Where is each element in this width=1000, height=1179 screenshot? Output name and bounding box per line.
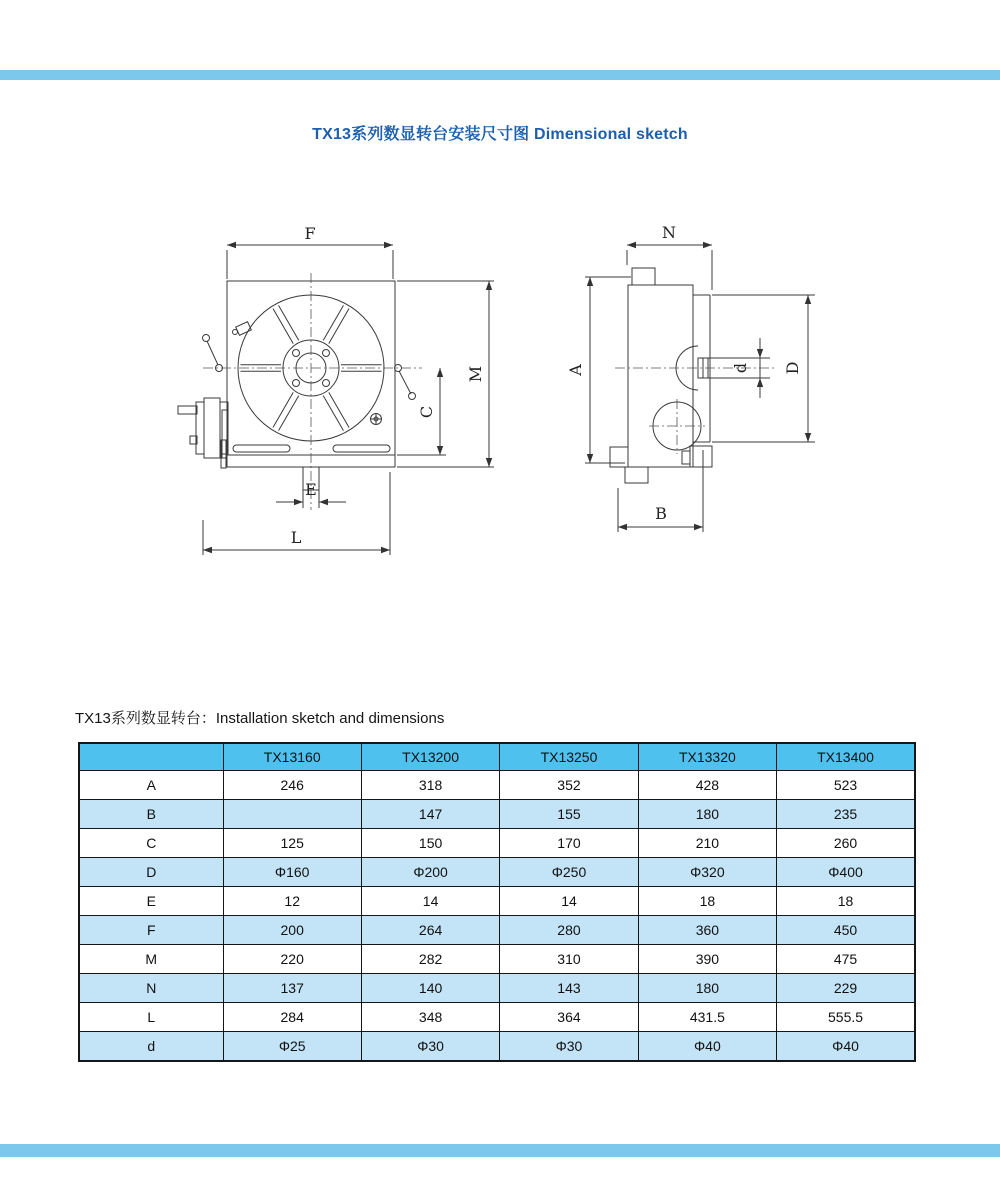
table-row-E bbox=[79, 887, 915, 916]
dimension-cell: Φ30 bbox=[361, 1032, 499, 1062]
dimension-cell: 264 bbox=[361, 916, 499, 945]
hub-bolt bbox=[323, 350, 330, 357]
dimension-cell: 150 bbox=[361, 829, 499, 858]
table-row-C bbox=[79, 829, 915, 858]
table-row-M bbox=[79, 945, 915, 974]
dimension-cell: 170 bbox=[500, 829, 638, 858]
clamp-bolt bbox=[370, 413, 382, 425]
dimension-cell: 229 bbox=[777, 974, 915, 1003]
dimension-cell: 147 bbox=[361, 800, 499, 829]
dimension-cell bbox=[223, 800, 361, 829]
dimension-cell: 210 bbox=[638, 829, 776, 858]
dimension-table-body bbox=[79, 771, 915, 1062]
dimension-cell: 235 bbox=[777, 800, 915, 829]
table-row-B bbox=[79, 800, 915, 829]
corner-header-cell bbox=[79, 743, 223, 771]
dimension-cell: 180 bbox=[638, 974, 776, 1003]
dim-label-N: N bbox=[662, 223, 676, 242]
row-label-B: B bbox=[79, 800, 223, 829]
dimension-cell: 390 bbox=[638, 945, 776, 974]
dimension-cell: 125 bbox=[223, 829, 361, 858]
bottom-left-clamp bbox=[610, 447, 628, 467]
dimension-cell: 428 bbox=[638, 771, 776, 800]
base-slot-right bbox=[333, 445, 390, 452]
column-header-TX13400: TX13400 bbox=[777, 743, 915, 771]
row-label-d: d bbox=[79, 1032, 223, 1062]
dim-N bbox=[627, 223, 712, 290]
dim-A bbox=[566, 277, 631, 463]
table-row-N bbox=[79, 974, 915, 1003]
row-label-N: N bbox=[79, 974, 223, 1003]
dim-L bbox=[203, 472, 390, 555]
dimension-cell: 140 bbox=[361, 974, 499, 1003]
dim-label-A: A bbox=[566, 364, 585, 376]
row-label-A: A bbox=[79, 771, 223, 800]
dimension-cell: 352 bbox=[500, 771, 638, 800]
handwheel-assembly bbox=[178, 398, 228, 468]
dimension-cell: 555.5 bbox=[777, 1003, 915, 1032]
dimension-cell: 284 bbox=[223, 1003, 361, 1032]
dim-D bbox=[712, 295, 815, 442]
table-row-L bbox=[79, 1003, 915, 1032]
dimension-cell: 220 bbox=[223, 945, 361, 974]
dimension-cell: Φ250 bbox=[500, 858, 638, 887]
column-header-TX13200: TX13200 bbox=[361, 743, 499, 771]
dimension-cell: 280 bbox=[500, 916, 638, 945]
dimension-cell: 12 bbox=[223, 887, 361, 916]
dimension-cell: 260 bbox=[777, 829, 915, 858]
dim-label-d: d bbox=[731, 362, 750, 374]
row-label-L: L bbox=[79, 1003, 223, 1032]
dimension-cell: Φ30 bbox=[500, 1032, 638, 1062]
dim-M bbox=[397, 281, 494, 467]
dimension-cell: Φ200 bbox=[361, 858, 499, 887]
column-header-TX13250: TX13250 bbox=[500, 743, 638, 771]
hub-bolt bbox=[293, 380, 300, 387]
table-row-A bbox=[79, 771, 915, 800]
dimension-cell: 450 bbox=[777, 916, 915, 945]
row-label-E: E bbox=[79, 887, 223, 916]
dimension-cell: 360 bbox=[638, 916, 776, 945]
dimension-cell: 155 bbox=[500, 800, 638, 829]
dim-label-L: L bbox=[290, 528, 302, 547]
dimension-cell: 475 bbox=[777, 945, 915, 974]
dimension-cell: 310 bbox=[500, 945, 638, 974]
hub-bolt bbox=[323, 380, 330, 387]
dimension-cell: 348 bbox=[361, 1003, 499, 1032]
bottom-accent-bar bbox=[0, 1144, 1000, 1157]
right-clamp-lever bbox=[395, 365, 416, 400]
dimension-cell: 523 bbox=[777, 771, 915, 800]
row-label-C: C bbox=[79, 829, 223, 858]
housing-outline bbox=[628, 285, 693, 467]
dimension-cell: 143 bbox=[500, 974, 638, 1003]
dimension-cell: 200 bbox=[223, 916, 361, 945]
base-slot-left bbox=[233, 445, 290, 452]
dimension-cell: 14 bbox=[361, 887, 499, 916]
dimension-table bbox=[78, 742, 916, 1062]
row-label-F: F bbox=[79, 916, 223, 945]
table-row-D bbox=[79, 858, 915, 887]
column-header-TX13320: TX13320 bbox=[638, 743, 776, 771]
dimension-cell: 14 bbox=[500, 887, 638, 916]
dimension-table-head-row bbox=[79, 743, 915, 771]
hub-bolt bbox=[293, 350, 300, 357]
dimension-cell: Φ25 bbox=[223, 1032, 361, 1062]
dim-label-M: M bbox=[466, 365, 485, 383]
dim-F bbox=[227, 224, 393, 279]
dim-label-C: C bbox=[417, 405, 436, 419]
side-view-drawing bbox=[565, 210, 845, 540]
top-clamp-block bbox=[632, 268, 655, 285]
row-label-D: D bbox=[79, 858, 223, 887]
top-accent-bar bbox=[0, 70, 1000, 80]
bottom-left-tab bbox=[625, 467, 648, 483]
dim-label-F: F bbox=[304, 224, 316, 243]
dimension-cell: Φ320 bbox=[638, 858, 776, 887]
dim-label-E: E bbox=[305, 480, 317, 499]
dimension-cell: Φ160 bbox=[223, 858, 361, 887]
dimension-cell: 180 bbox=[638, 800, 776, 829]
dimension-cell: Φ40 bbox=[638, 1032, 776, 1062]
page-title: TX13系列数显转台安装尺寸图 Dimensional sketch bbox=[312, 126, 688, 143]
front-view-drawing bbox=[150, 210, 510, 570]
dimension-cell: 18 bbox=[777, 887, 915, 916]
dimension-cell: 282 bbox=[361, 945, 499, 974]
dimension-cell: 246 bbox=[223, 771, 361, 800]
dimension-cell: 137 bbox=[223, 974, 361, 1003]
column-header-TX13160: TX13160 bbox=[223, 743, 361, 771]
dim-label-D: D bbox=[783, 361, 802, 375]
bottom-right-tab bbox=[682, 451, 690, 464]
dimension-cell: 364 bbox=[500, 1003, 638, 1032]
row-label-M: M bbox=[79, 945, 223, 974]
table-row-d bbox=[79, 1032, 915, 1062]
dimension-cell: Φ400 bbox=[777, 858, 915, 887]
dimension-cell: 18 bbox=[638, 887, 776, 916]
dimension-cell: Φ40 bbox=[777, 1032, 915, 1062]
dim-label-B: B bbox=[655, 504, 667, 523]
table-row-F bbox=[79, 916, 915, 945]
dimension-cell: 431.5 bbox=[638, 1003, 776, 1032]
section-heading: TX13系列数显转台：Installation sketch and dimensions bbox=[75, 710, 445, 727]
dimension-cell: 318 bbox=[361, 771, 499, 800]
